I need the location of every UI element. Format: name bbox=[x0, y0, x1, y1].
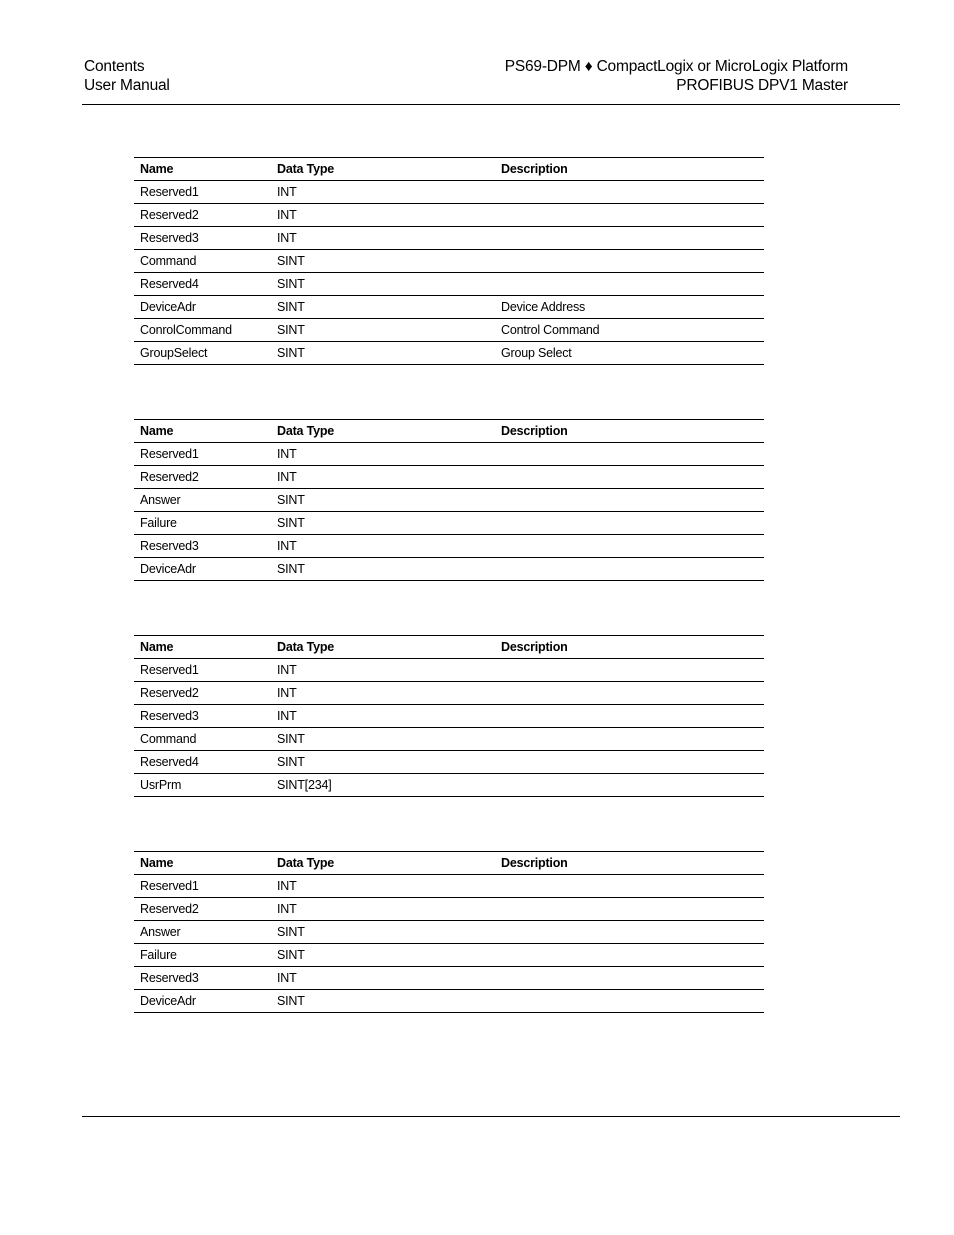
description-cell bbox=[495, 558, 764, 581]
name-cell: DeviceAdr bbox=[134, 296, 271, 319]
name-cell: Reserved1 bbox=[134, 659, 271, 682]
table-row bbox=[134, 319, 764, 342]
data-table-1 bbox=[134, 157, 764, 365]
name-cell: Failure bbox=[134, 512, 271, 535]
name-cell: Reserved1 bbox=[134, 181, 271, 204]
data-type-cell: INT bbox=[271, 875, 495, 898]
description-cell bbox=[495, 898, 764, 921]
description-cell bbox=[495, 512, 764, 535]
name-cell: Reserved3 bbox=[134, 227, 271, 250]
table-header-row bbox=[134, 420, 764, 443]
name-cell: Command bbox=[134, 728, 271, 751]
description-cell bbox=[495, 250, 764, 273]
description-cell bbox=[495, 728, 764, 751]
data-type-cell: INT bbox=[271, 204, 495, 227]
description-cell bbox=[495, 181, 764, 204]
data-type-cell: INT bbox=[271, 535, 495, 558]
header-section-title: Contents bbox=[84, 58, 145, 75]
data-type-cell: SINT[234] bbox=[271, 774, 495, 797]
data-type-cell: SINT bbox=[271, 728, 495, 751]
data-type-cell: SINT bbox=[271, 990, 495, 1013]
name-cell: Reserved2 bbox=[134, 204, 271, 227]
table-row bbox=[134, 774, 764, 797]
data-type-cell: SINT bbox=[271, 273, 495, 296]
data-type-cell: INT bbox=[271, 181, 495, 204]
data-type-cell: SINT bbox=[271, 751, 495, 774]
name-column-header: Name bbox=[134, 636, 271, 659]
data-type-cell: INT bbox=[271, 898, 495, 921]
data-type-cell: SINT bbox=[271, 558, 495, 581]
header-document-type: User Manual bbox=[84, 77, 170, 94]
description-cell bbox=[495, 273, 764, 296]
data-type-column-header: Data Type bbox=[271, 636, 495, 659]
data-table-3 bbox=[134, 635, 764, 797]
name-cell: Answer bbox=[134, 921, 271, 944]
table-row bbox=[134, 921, 764, 944]
description-cell bbox=[495, 489, 764, 512]
description-cell bbox=[495, 443, 764, 466]
data-type-cell: SINT bbox=[271, 921, 495, 944]
page-header-left bbox=[84, 57, 170, 95]
description-cell bbox=[495, 921, 764, 944]
data-type-cell: INT bbox=[271, 466, 495, 489]
name-cell: Reserved3 bbox=[134, 705, 271, 728]
name-cell: Reserved3 bbox=[134, 535, 271, 558]
data-type-cell: SINT bbox=[271, 296, 495, 319]
table-header-row bbox=[134, 636, 764, 659]
data-type-column-header: Data Type bbox=[271, 158, 495, 181]
description-cell bbox=[495, 751, 764, 774]
name-column-header: Name bbox=[134, 852, 271, 875]
name-cell: Reserved1 bbox=[134, 875, 271, 898]
name-cell: Reserved1 bbox=[134, 443, 271, 466]
description-cell: Group Select bbox=[495, 342, 764, 365]
description-cell bbox=[495, 535, 764, 558]
description-cell bbox=[495, 944, 764, 967]
table-row bbox=[134, 535, 764, 558]
table-row bbox=[134, 705, 764, 728]
name-cell: Reserved4 bbox=[134, 751, 271, 774]
description-cell bbox=[495, 967, 764, 990]
table-row bbox=[134, 682, 764, 705]
table-row bbox=[134, 204, 764, 227]
data-type-cell: INT bbox=[271, 443, 495, 466]
description-column-header: Description bbox=[495, 852, 764, 875]
table-row bbox=[134, 443, 764, 466]
header-product-subtitle: PROFIBUS DPV1 Master bbox=[676, 77, 848, 94]
table-row bbox=[134, 466, 764, 489]
description-cell bbox=[495, 466, 764, 489]
name-cell: ConrolCommand bbox=[134, 319, 271, 342]
table-row bbox=[134, 512, 764, 535]
table-row bbox=[134, 967, 764, 990]
description-cell bbox=[495, 682, 764, 705]
name-column-header: Name bbox=[134, 420, 271, 443]
table-row bbox=[134, 751, 764, 774]
name-cell: Reserved2 bbox=[134, 466, 271, 489]
data-type-cell: INT bbox=[271, 659, 495, 682]
description-cell bbox=[495, 227, 764, 250]
name-cell: Reserved2 bbox=[134, 682, 271, 705]
table-row bbox=[134, 227, 764, 250]
table-row bbox=[134, 898, 764, 921]
data-type-cell: SINT bbox=[271, 944, 495, 967]
data-type-cell: SINT bbox=[271, 489, 495, 512]
data-type-cell: INT bbox=[271, 967, 495, 990]
name-cell: Reserved4 bbox=[134, 273, 271, 296]
data-type-cell: INT bbox=[271, 227, 495, 250]
name-cell: UsrPrm bbox=[134, 774, 271, 797]
name-cell: Reserved3 bbox=[134, 967, 271, 990]
description-column-header: Description bbox=[495, 158, 764, 181]
name-cell: DeviceAdr bbox=[134, 990, 271, 1013]
name-cell: DeviceAdr bbox=[134, 558, 271, 581]
description-cell bbox=[495, 659, 764, 682]
data-table-4 bbox=[134, 851, 764, 1013]
header-product-title: PS69-DPM ♦ CompactLogix or MicroLogix Platform bbox=[504, 58, 848, 75]
data-type-cell: SINT bbox=[271, 342, 495, 365]
description-cell bbox=[495, 705, 764, 728]
table-row bbox=[134, 181, 764, 204]
description-cell bbox=[495, 204, 764, 227]
name-cell: Command bbox=[134, 250, 271, 273]
table-row bbox=[134, 558, 764, 581]
name-cell: Reserved2 bbox=[134, 898, 271, 921]
data-type-cell: SINT bbox=[271, 319, 495, 342]
description-column-header: Description bbox=[495, 420, 764, 443]
data-type-cell: SINT bbox=[271, 250, 495, 273]
name-column-header: Name bbox=[134, 158, 271, 181]
data-type-cell: INT bbox=[271, 705, 495, 728]
table-row bbox=[134, 273, 764, 296]
table-header-row bbox=[134, 852, 764, 875]
name-cell: Failure bbox=[134, 944, 271, 967]
description-cell bbox=[495, 990, 764, 1013]
description-cell bbox=[495, 774, 764, 797]
data-table-2 bbox=[134, 419, 764, 581]
table-row bbox=[134, 990, 764, 1013]
data-type-cell: SINT bbox=[271, 512, 495, 535]
description-cell: Device Address bbox=[495, 296, 764, 319]
data-type-column-header: Data Type bbox=[271, 852, 495, 875]
table-row bbox=[134, 875, 764, 898]
table-header-row bbox=[134, 158, 764, 181]
page-header-right bbox=[505, 57, 848, 95]
table-row bbox=[134, 250, 764, 273]
name-cell: GroupSelect bbox=[134, 342, 271, 365]
data-type-cell: INT bbox=[271, 682, 495, 705]
name-cell: Answer bbox=[134, 489, 271, 512]
table-row bbox=[134, 944, 764, 967]
table-row bbox=[134, 296, 764, 319]
table-row bbox=[134, 728, 764, 751]
description-column-header: Description bbox=[495, 636, 764, 659]
data-type-column-header: Data Type bbox=[271, 420, 495, 443]
description-cell bbox=[495, 875, 764, 898]
table-row bbox=[134, 489, 764, 512]
description-cell: Control Command bbox=[495, 319, 764, 342]
table-row bbox=[134, 342, 764, 365]
footer-divider bbox=[82, 1116, 900, 1117]
header-divider bbox=[82, 104, 900, 105]
table-row bbox=[134, 659, 764, 682]
